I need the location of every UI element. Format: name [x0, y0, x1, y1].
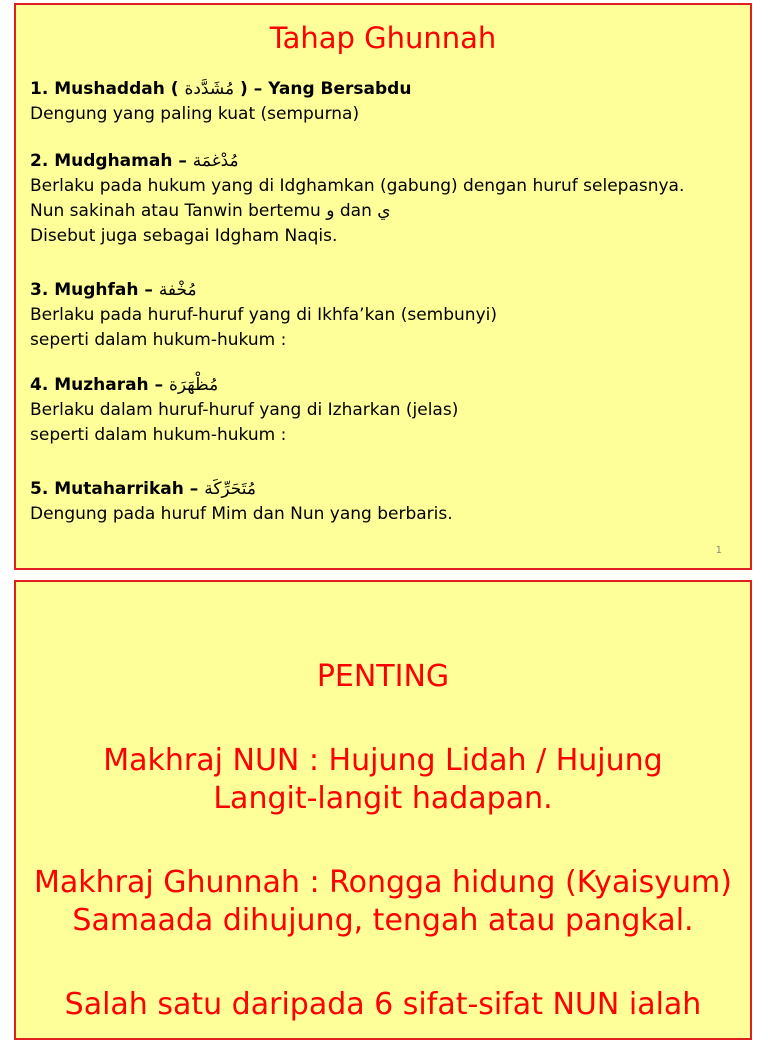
item-text: Disebut juga sebagai Idgham Naqis. — [30, 226, 338, 246]
slide-heading: PENTING — [316, 659, 450, 694]
list-item-5 — [30, 477, 752, 527]
list-item-2 — [30, 149, 752, 249]
paragraph-line: Salah satu daripada 6 sifat-sifat NUN ialah — [64, 987, 702, 1022]
item-text: Dengung pada huruf Mim dan Nun yang berbaris. — [30, 504, 453, 524]
paragraph-line: Samaada dihujung, tengah atau pangkal. — [72, 903, 694, 938]
item-text: Nun sakinah atau Tanwin bertemu و dan ي — [30, 201, 391, 221]
list-item-1 — [30, 77, 752, 127]
item-text: Dengung yang paling kuat (sempurna) — [30, 104, 360, 124]
slide-1 — [14, 3, 752, 570]
item-text: Berlaku pada huruf-huruf yang di Ikhfa’kan (sembunyi) — [30, 305, 497, 325]
list-item-4 — [30, 373, 752, 448]
list-item-3 — [30, 278, 752, 353]
item-text: seperti dalam hukum-hukum : — [30, 330, 287, 350]
item-text: Berlaku pada hukum yang di Idghamkan (gabung) dengan huruf selepasnya. — [30, 176, 685, 196]
item-text: Berlaku dalam huruf-huruf yang di Izharkan (jelas) — [30, 400, 459, 420]
paragraph-line: Makhraj NUN : Hujung Lidah / Hujung — [103, 743, 663, 778]
paragraph-line: Langit-langit hadapan. — [213, 781, 553, 816]
item-heading: 4. Muzharah – مُظْهَرَة — [30, 375, 219, 395]
slide-title: Tahap Ghunnah — [269, 21, 497, 55]
page-number: 1 — [715, 545, 722, 556]
item-heading: 1. Mushaddah ( مُشَدَّدة ) – Yang Bersabdu — [30, 79, 412, 99]
slide-2 — [14, 580, 752, 1040]
item-heading: 2. Mudghamah – مُدْغمَة — [30, 151, 239, 171]
paragraph-line: Makhraj Ghunnah : Rongga hidung (Kyaisyum) — [34, 865, 732, 900]
item-heading: 3. Mughfah – مُخْفة — [30, 280, 197, 300]
item-text: seperti dalam hukum-hukum : — [30, 425, 287, 445]
item-heading: 5. Mutaharrikah – مُتَحَرِّكَة — [30, 479, 257, 499]
